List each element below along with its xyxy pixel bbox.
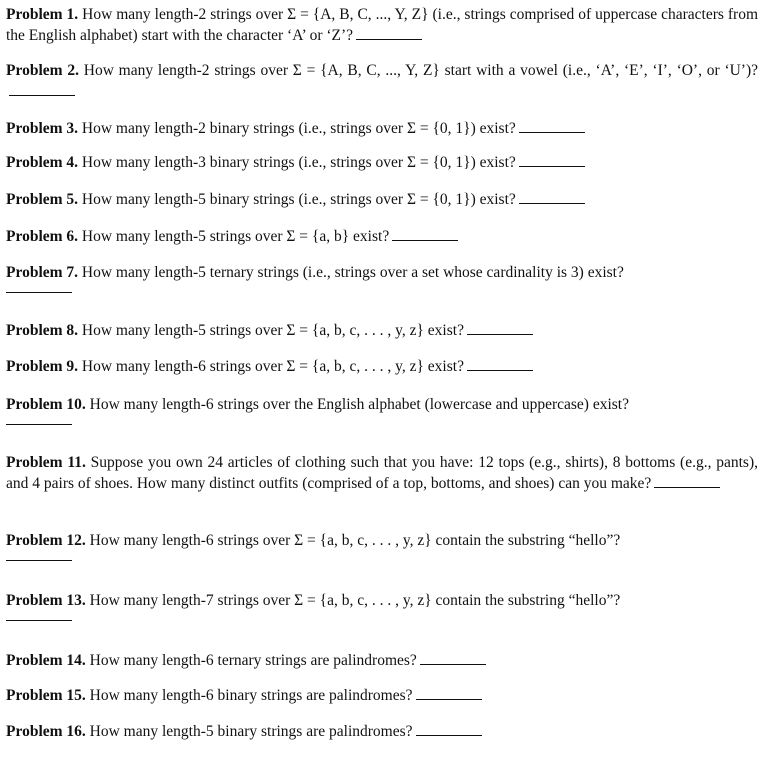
problem-7: [6, 262, 758, 293]
problem-label: Problem 7.: [6, 264, 79, 281]
problem-text: How many length-5 ternary strings (i.e., strings over a set whose cardinality is 3) exist?: [81, 264, 624, 281]
problem-2: [6, 60, 758, 102]
problem-4: [6, 152, 758, 173]
problem-16: [6, 721, 758, 742]
answer-blank[interactable]: [392, 239, 458, 241]
problem-text: How many length-3 binary strings (i.e., strings over Σ = {0, 1}) exist?: [81, 154, 516, 171]
problem-14: [6, 650, 758, 671]
problem-label: Problem 2.: [6, 62, 79, 79]
problem-text: How many length-7 strings over Σ = {a, b, c, . . . , y, z} contain the substring “hello”?: [89, 592, 621, 609]
problem-text: Suppose you own 24 articles of clothing such that you have: 12 tops (e.g., shirts), 8 bottoms (e.g., pants), and 4 pairs of shoes. How many distinct outfits (comprised of a top, bottoms, and shoes) can you make?: [6, 454, 758, 492]
problem-text: How many length-5 strings over Σ = {a, b} exist?: [81, 228, 390, 245]
problem-13: [6, 590, 758, 621]
problem-8: [6, 320, 758, 341]
answer-blank[interactable]: [416, 698, 482, 700]
problem-label: Problem 8.: [6, 322, 79, 339]
problem-text: How many length-2 strings over Σ = {A, B, C, ..., Y, Z} (i.e., strings comprised of uppercase characters from the English alphabet) start with the character ‘A’ or ‘Z’?: [6, 6, 758, 44]
answer-blank[interactable]: [519, 165, 585, 167]
problem-text: How many length-6 strings over Σ = {a, b, c, . . . , y, z} contain the substring “hello”?: [89, 532, 621, 549]
problem-text: How many length-5 binary strings (i.e., strings over Σ = {0, 1}) exist?: [81, 191, 516, 208]
answer-blank[interactable]: [467, 333, 533, 335]
problem-text: How many length-6 strings over Σ = {a, b, c, . . . , y, z} exist?: [81, 358, 464, 375]
problem-10: [6, 394, 758, 425]
problem-text: How many length-6 strings over the English alphabet (lowercase and uppercase) exist?: [89, 396, 629, 413]
answer-blank[interactable]: [654, 486, 720, 488]
answer-blank[interactable]: [6, 291, 72, 293]
problem-label: Problem 4.: [6, 154, 79, 171]
problem-label: Problem 9.: [6, 358, 79, 375]
problem-label: Problem 14.: [6, 652, 86, 669]
answer-blank[interactable]: [519, 131, 585, 133]
problem-label: Problem 16.: [6, 723, 86, 740]
answer-blank[interactable]: [467, 369, 533, 371]
problem-text: How many length-2 binary strings (i.e., strings over Σ = {0, 1}) exist?: [81, 120, 516, 137]
problem-6: [6, 226, 758, 247]
problem-11: [6, 452, 758, 494]
problem-label: Problem 13.: [6, 592, 86, 609]
problem-text: How many length-2 strings over Σ = {A, B, C, ..., Y, Z} start with a vowel (i.e., ‘A’, ‘E’, ‘I’, ‘O’, or ‘U’)?: [83, 62, 759, 79]
answer-blank[interactable]: [6, 559, 72, 561]
problem-5: [6, 189, 758, 210]
problem-text: How many length-5 strings over Σ = {a, b, c, . . . , y, z} exist?: [81, 322, 464, 339]
problem-text: How many length-6 binary strings are palindromes?: [89, 687, 413, 704]
problem-9: [6, 356, 758, 377]
answer-blank[interactable]: [6, 423, 72, 425]
problem-3: [6, 118, 758, 139]
problem-label: Problem 11.: [6, 454, 86, 471]
problem-label: Problem 15.: [6, 687, 86, 704]
problem-label: Problem 10.: [6, 396, 86, 413]
problem-label: Problem 6.: [6, 228, 79, 245]
answer-blank[interactable]: [6, 619, 72, 621]
answer-blank[interactable]: [519, 202, 585, 204]
problem-text: How many length-6 ternary strings are palindromes?: [89, 652, 417, 669]
problem-label: Problem 1.: [6, 6, 79, 23]
answer-blank[interactable]: [420, 663, 486, 665]
problem-12: [6, 530, 758, 561]
answer-blank[interactable]: [9, 94, 75, 96]
problem-1: [6, 4, 758, 46]
answer-blank[interactable]: [356, 38, 422, 40]
answer-blank[interactable]: [416, 734, 482, 736]
problem-label: Problem 5.: [6, 191, 79, 208]
problem-label: Problem 12.: [6, 532, 86, 549]
problem-label: Problem 3.: [6, 120, 79, 137]
problem-text: How many length-5 binary strings are palindromes?: [89, 723, 413, 740]
problem-15: [6, 685, 758, 706]
